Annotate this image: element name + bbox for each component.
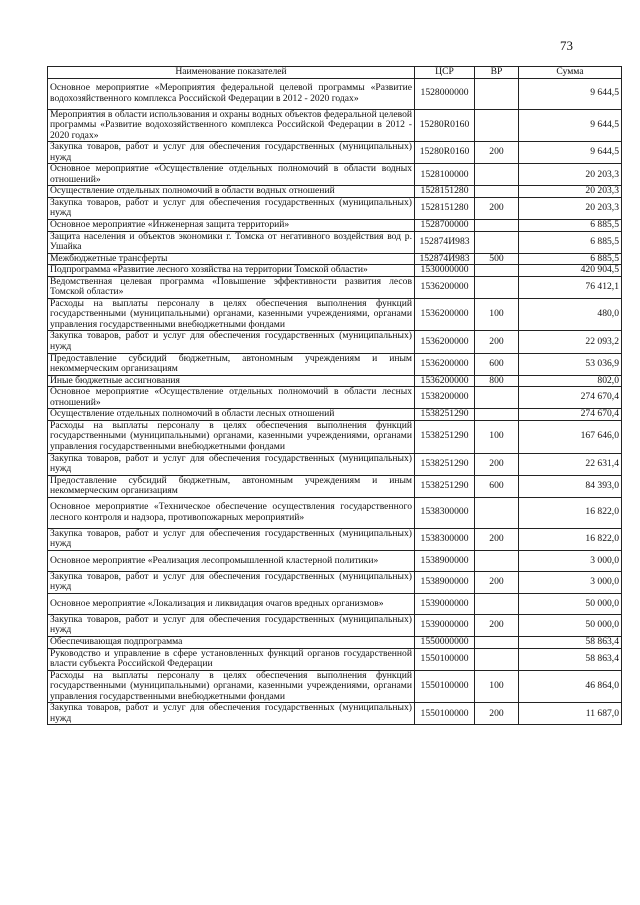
row-csr: 1538200000 bbox=[415, 387, 475, 409]
header-vr: ВР bbox=[475, 67, 519, 79]
header-sum: Сумма bbox=[519, 67, 622, 79]
row-name: Подпрограмма «Развитие лесного хозяйства на территории Томской области» bbox=[48, 265, 415, 277]
row-sum: 274 670,4 bbox=[519, 409, 622, 421]
row-sum: 6 885,5 bbox=[519, 220, 622, 232]
table-row bbox=[48, 497, 622, 528]
row-name: Закупка товаров, работ и услуг для обеспечения государственных (муниципальных) нужд bbox=[48, 142, 415, 164]
table-row bbox=[48, 164, 622, 186]
row-sum: 9 644,5 bbox=[519, 78, 622, 109]
table-row bbox=[48, 453, 622, 475]
row-csr: 1538251290 bbox=[415, 475, 475, 497]
table-body bbox=[48, 78, 622, 725]
row-name: Расходы на выплаты персоналу в целях обеспечения выполнения функций государственными (муниципальными) органами, казенными учреждениями, органами управления государственными внебюджетными фондами bbox=[48, 420, 415, 453]
row-name: Расходы на выплаты персоналу в целях обеспечения выполнения функций государственными (муниципальными) органами, казенными учреждениями, органами управления государственными внебюджетными фондами bbox=[48, 298, 415, 331]
row-name: Защита населения и объектов экономики г. Томска от негативного воздействия вод р. Ушайка bbox=[48, 231, 415, 253]
table-row bbox=[48, 197, 622, 219]
row-sum: 46 864,0 bbox=[519, 670, 622, 703]
row-csr: 152874И983 bbox=[415, 253, 475, 265]
header-row bbox=[48, 67, 622, 79]
page-number: 73 bbox=[560, 38, 573, 53]
row-vr: 200 bbox=[475, 614, 519, 636]
table-row bbox=[48, 648, 622, 670]
row-name: Мероприятия в области использования и охраны водных объектов федеральной целевой программы «Развитие водохозяйственного комплекса Российской Федерации в 2012 - 2020 годах» bbox=[48, 109, 415, 142]
row-csr: 1539000000 bbox=[415, 593, 475, 614]
row-csr: 1538300000 bbox=[415, 528, 475, 550]
row-vr: 200 bbox=[475, 331, 519, 353]
row-sum: 167 646,0 bbox=[519, 420, 622, 453]
row-csr: 1538900000 bbox=[415, 571, 475, 593]
row-csr: 1536200000 bbox=[415, 353, 475, 375]
table-row bbox=[48, 614, 622, 636]
row-name: Осуществление отдельных полномочий в области водных отношений bbox=[48, 186, 415, 198]
row-csr: 1528700000 bbox=[415, 220, 475, 232]
row-vr: 200 bbox=[475, 571, 519, 593]
row-vr: 100 bbox=[475, 670, 519, 703]
row-sum: 20 203,3 bbox=[519, 164, 622, 186]
row-vr bbox=[475, 636, 519, 648]
row-vr bbox=[475, 497, 519, 528]
table-row bbox=[48, 276, 622, 298]
row-csr: 1538251290 bbox=[415, 420, 475, 453]
row-vr bbox=[475, 648, 519, 670]
row-csr: 1528151280 bbox=[415, 186, 475, 198]
table-row bbox=[48, 142, 622, 164]
table-row bbox=[48, 375, 622, 387]
row-name: Предоставление субсидий бюджетным, автономным учреждениям и иным некоммерческим организациям bbox=[48, 353, 415, 375]
row-sum: 58 863,4 bbox=[519, 648, 622, 670]
row-vr: 200 bbox=[475, 197, 519, 219]
table-row bbox=[48, 109, 622, 142]
row-sum: 9 644,5 bbox=[519, 142, 622, 164]
row-csr: 1550100000 bbox=[415, 703, 475, 725]
row-name: Ведомственная целевая программа «Повышение эффективности развития лесов Томской области» bbox=[48, 276, 415, 298]
row-vr bbox=[475, 276, 519, 298]
row-vr: 100 bbox=[475, 298, 519, 331]
table-row bbox=[48, 550, 622, 571]
row-vr bbox=[475, 550, 519, 571]
row-csr: 1528151280 bbox=[415, 197, 475, 219]
table-row bbox=[48, 593, 622, 614]
row-csr: 1536200000 bbox=[415, 375, 475, 387]
row-vr: 200 bbox=[475, 453, 519, 475]
table-row bbox=[48, 78, 622, 109]
row-vr bbox=[475, 265, 519, 277]
row-name: Закупка товаров, работ и услуг для обеспечения государственных (муниципальных) нужд bbox=[48, 331, 415, 353]
row-csr: 15280R0160 bbox=[415, 109, 475, 142]
row-name: Закупка товаров, работ и услуг для обеспечения государственных (муниципальных) нужд bbox=[48, 528, 415, 550]
row-sum: 480,0 bbox=[519, 298, 622, 331]
row-vr bbox=[475, 593, 519, 614]
row-name: Основное мероприятие «Осуществление отдельных полномочий в области лесных отношений» bbox=[48, 387, 415, 409]
row-vr bbox=[475, 409, 519, 421]
row-vr: 800 bbox=[475, 375, 519, 387]
row-name: Обеспечивающая подпрограмма bbox=[48, 636, 415, 648]
table-row bbox=[48, 420, 622, 453]
row-csr: 1550000000 bbox=[415, 636, 475, 648]
row-name: Закупка товаров, работ и услуг для обеспечения государственных (муниципальных) нужд bbox=[48, 571, 415, 593]
row-vr bbox=[475, 220, 519, 232]
table-row bbox=[48, 670, 622, 703]
row-name: Предоставление субсидий бюджетным, автономным учреждениям и иным некоммерческим организациям bbox=[48, 475, 415, 497]
row-name: Закупка товаров, работ и услуг для обеспечения государственных (муниципальных) нужд bbox=[48, 453, 415, 475]
row-vr: 200 bbox=[475, 142, 519, 164]
table-header bbox=[48, 67, 622, 79]
row-csr: 1530000000 bbox=[415, 265, 475, 277]
table-row bbox=[48, 220, 622, 232]
row-csr: 152874И983 bbox=[415, 231, 475, 253]
row-csr: 1528000000 bbox=[415, 78, 475, 109]
row-sum: 50 000,0 bbox=[519, 593, 622, 614]
row-csr: 1539000000 bbox=[415, 614, 475, 636]
row-name: Основное мероприятие «Осуществление отдельных полномочий в области водных отношений» bbox=[48, 164, 415, 186]
row-sum: 802,0 bbox=[519, 375, 622, 387]
table-row bbox=[48, 571, 622, 593]
row-vr bbox=[475, 78, 519, 109]
row-csr: 1536200000 bbox=[415, 298, 475, 331]
row-name: Иные бюджетные ассигнования bbox=[48, 375, 415, 387]
row-sum: 3 000,0 bbox=[519, 550, 622, 571]
row-name: Осуществление отдельных полномочий в области лесных отношений bbox=[48, 409, 415, 421]
row-vr: 500 bbox=[475, 253, 519, 265]
row-sum: 20 203,3 bbox=[519, 197, 622, 219]
table-row bbox=[48, 231, 622, 253]
row-sum: 22 631,4 bbox=[519, 453, 622, 475]
row-csr: 1538251290 bbox=[415, 453, 475, 475]
row-csr: 1538251290 bbox=[415, 409, 475, 421]
row-name: Основное мероприятие «Локализация и ликвидация очагов вредных организмов» bbox=[48, 593, 415, 614]
row-sum: 22 093,2 bbox=[519, 331, 622, 353]
row-name: Основное мероприятие «Инженерная защита территорий» bbox=[48, 220, 415, 232]
table-row bbox=[48, 636, 622, 648]
header-name: Наименование показателей bbox=[48, 67, 415, 79]
row-vr bbox=[475, 387, 519, 409]
row-vr bbox=[475, 231, 519, 253]
row-vr: 100 bbox=[475, 420, 519, 453]
table-row bbox=[48, 409, 622, 421]
row-name: Руководство и управление в сфере установленных функций органов государственной власти субъекта Российской Федерации bbox=[48, 648, 415, 670]
row-name: Основное мероприятие «Техническое обеспечение осуществления государственного лесного контроля и надзора, противопожарных мероприятий» bbox=[48, 497, 415, 528]
table-row bbox=[48, 475, 622, 497]
row-sum: 274 670,4 bbox=[519, 387, 622, 409]
table-row bbox=[48, 387, 622, 409]
row-sum: 20 203,3 bbox=[519, 186, 622, 198]
row-csr: 1536200000 bbox=[415, 331, 475, 353]
table-row bbox=[48, 265, 622, 277]
row-vr: 600 bbox=[475, 353, 519, 375]
row-vr bbox=[475, 109, 519, 142]
row-vr: 200 bbox=[475, 528, 519, 550]
row-name: Закупка товаров, работ и услуг для обеспечения государственных (муниципальных) нужд bbox=[48, 197, 415, 219]
row-sum: 6 885,5 bbox=[519, 231, 622, 253]
table-row bbox=[48, 186, 622, 198]
row-sum: 16 822,0 bbox=[519, 497, 622, 528]
row-sum: 3 000,0 bbox=[519, 571, 622, 593]
row-csr: 1538900000 bbox=[415, 550, 475, 571]
table-row bbox=[48, 298, 622, 331]
row-sum: 50 000,0 bbox=[519, 614, 622, 636]
table-row bbox=[48, 528, 622, 550]
row-csr: 1528100000 bbox=[415, 164, 475, 186]
table-row bbox=[48, 703, 622, 725]
row-sum: 9 644,5 bbox=[519, 109, 622, 142]
row-csr: 1550100000 bbox=[415, 670, 475, 703]
row-name: Основное мероприятие «Реализация лесопромышленной кластерной политики» bbox=[48, 550, 415, 571]
table-row bbox=[48, 353, 622, 375]
row-sum: 76 412,1 bbox=[519, 276, 622, 298]
row-sum: 84 393,0 bbox=[519, 475, 622, 497]
row-vr: 200 bbox=[475, 703, 519, 725]
row-sum: 53 036,9 bbox=[519, 353, 622, 375]
row-name: Расходы на выплаты персоналу в целях обеспечения выполнения функций государственными (муниципальными) органами, казенными учреждениями, органами управления государственными внебюджетными фондами bbox=[48, 670, 415, 703]
row-sum: 16 822,0 bbox=[519, 528, 622, 550]
row-csr: 15280R0160 bbox=[415, 142, 475, 164]
row-csr: 1538300000 bbox=[415, 497, 475, 528]
header-csr: ЦСР bbox=[415, 67, 475, 79]
row-sum: 420 904,5 bbox=[519, 265, 622, 277]
row-vr bbox=[475, 164, 519, 186]
row-name: Межбюджетные трансферты bbox=[48, 253, 415, 265]
row-vr: 600 bbox=[475, 475, 519, 497]
row-vr bbox=[475, 186, 519, 198]
table-row bbox=[48, 253, 622, 265]
row-name: Закупка товаров, работ и услуг для обеспечения государственных (муниципальных) нужд bbox=[48, 703, 415, 725]
row-csr: 1536200000 bbox=[415, 276, 475, 298]
row-csr: 1550100000 bbox=[415, 648, 475, 670]
table-row bbox=[48, 331, 622, 353]
row-name: Основное мероприятие «Мероприятия федеральной целевой программы «Развитие водохозяйственного комплекса Российской Федерации в 2012 - 2020 годах» bbox=[48, 78, 415, 109]
row-sum: 11 687,0 bbox=[519, 703, 622, 725]
row-name: Закупка товаров, работ и услуг для обеспечения государственных (муниципальных) нужд bbox=[48, 614, 415, 636]
budget-table bbox=[47, 66, 622, 725]
row-sum: 6 885,5 bbox=[519, 253, 622, 265]
row-sum: 58 863,4 bbox=[519, 636, 622, 648]
